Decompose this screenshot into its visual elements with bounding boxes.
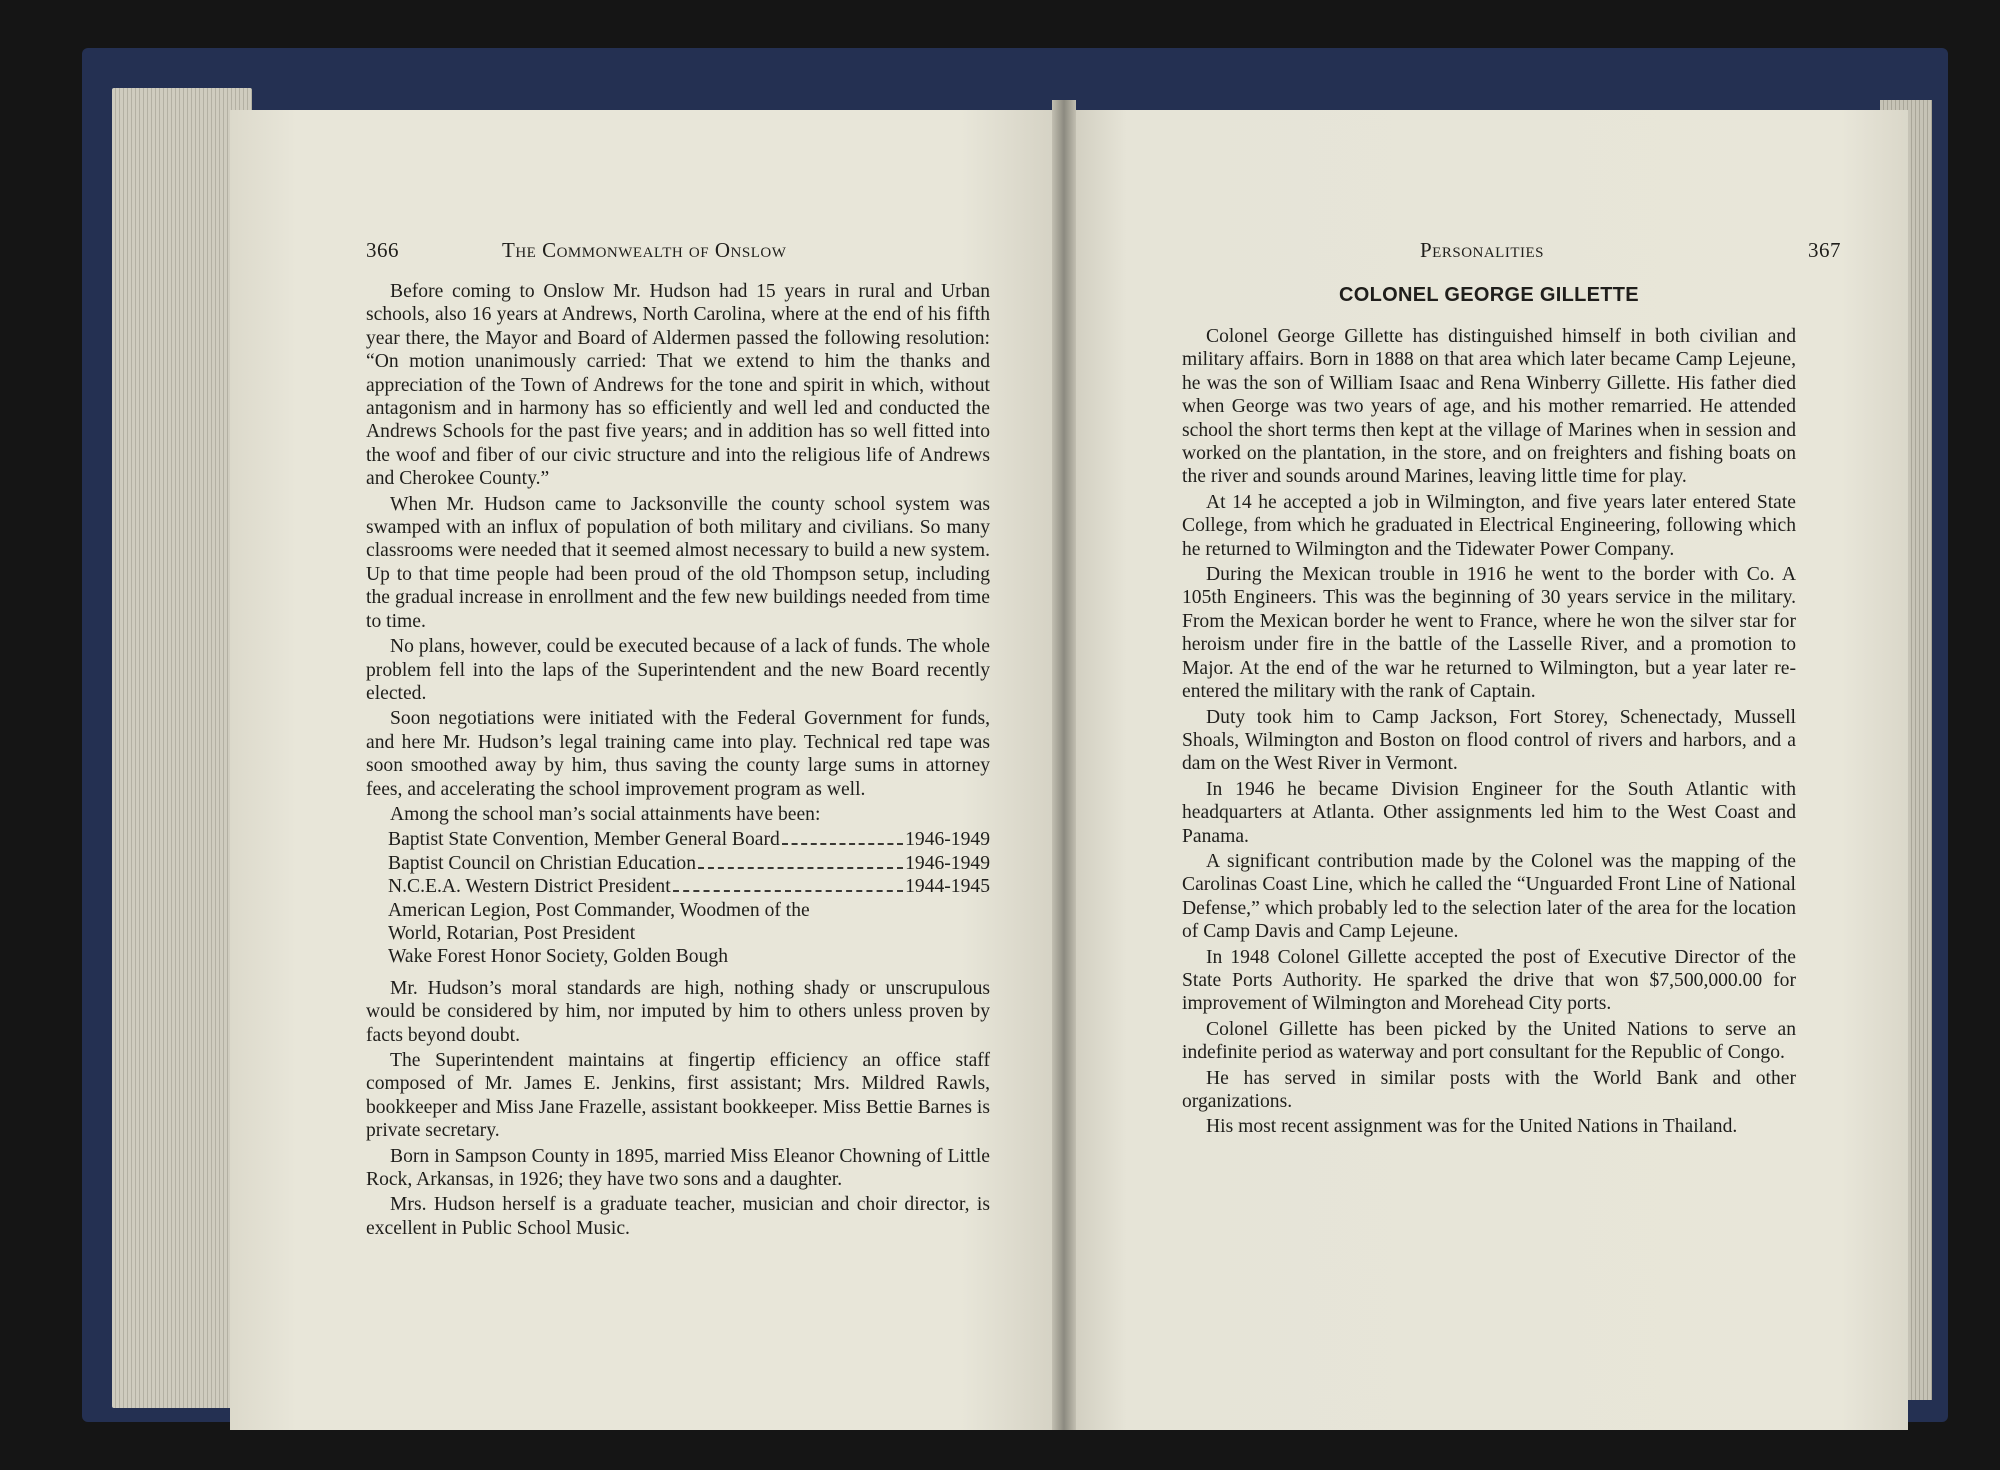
right-page-number: 367	[1808, 238, 1841, 262]
paragraph: No plans, however, could be executed because of a lack of funds. The whole problem fell into the laps of the Superintendent and the new Board recently elected.	[366, 636, 990, 704]
attainment-item	[388, 852, 990, 875]
left-running-head: The Commonwealth of Onslow	[502, 238, 787, 262]
paragraph: He has served in similar posts with the World Bank and other organizations.	[1182, 1067, 1796, 1112]
paragraph: In 1948 Colonel Gillette accepted the post of Executive Director of the State Ports Authority. He sparked the drive that won $7,500,000.00 for improvement of Wilmington and Morehead City ports.	[1182, 946, 1796, 1015]
attainment-name: Baptist State Convention, Member General Board	[388, 829, 780, 851]
attainment-item: American Legion, Post Commander, Woodmen of the	[388, 899, 810, 921]
paragraph: Before coming to Onslow Mr. Hudson had 15 years in rural and Urban schools, also 16 years at Andrews, North Carolina, where at the end of his fifth year there, the Mayor and Board of Aldermen passed the following resolution: “On motion unanimously carried: That we extend to him the thanks and appreciation of the Town of Andrews for the tone and spirit in which, without antagonism and in harmony has so efficiently and well led and conducted the Andrews Schools for the past five years; and in addition has so well fitted into the woof and fiber of our civic structure and into the religious life of Andrews and Cherokee County.”	[366, 281, 990, 490]
attainment-years: 1944-1945	[905, 876, 990, 898]
attainment-name: N.C.E.A. Western District President	[388, 876, 671, 898]
attainment-item	[388, 875, 990, 898]
dot-leader	[782, 843, 903, 845]
paragraph: Colonel Gillette has been picked by the United Nations to serve an indefinite period as waterway and port consultant for the Republic of Congo.	[1182, 1018, 1796, 1064]
paragraph: Mr. Hudson’s moral standards are high, nothing shady or unscrupulous would be considered by him, nor imputed by him to others unless proven by facts beyond doubt.	[366, 977, 990, 1046]
dot-leader	[673, 890, 903, 892]
paragraph: Born in Sampson County in 1895, married Miss Eleanor Chowning of Little Rock, Arkansas, in 1926; they have two sons and a daughter.	[366, 1145, 990, 1191]
attainment-item	[388, 828, 990, 851]
attainment-item: Wake Forest Honor Society, Golden Bough	[388, 946, 728, 968]
left-body-text	[366, 280, 990, 1242]
attainment-years: 1946-1949	[905, 852, 990, 874]
left-page	[230, 110, 1060, 1430]
attainments-list	[388, 828, 990, 968]
paragraph: Colonel George Gillette has distinguished himself in both civilian and military affairs. Born in 1888 on that area which later became Camp Lejeune, he was the son of William Isaac and Rena Winberry Gillette. His father died when George was two years of age, and his mother remarried. He attended school the short terms then kept at the village of Marines when in session and worked on the plantation, in the store, and on freighters and fishing boats on the river and sounds around Marines, leaving little time for play.	[1182, 326, 1796, 488]
right-running-head: Personalities	[1420, 238, 1545, 262]
article-title: COLONEL GEORGE GILLETTE	[1339, 284, 1639, 306]
right-page	[1068, 110, 1908, 1430]
paragraph: The Superintendent maintains at fingertip efficiency an office staff composed of Mr. James E. Jenkins, first assistant; Mrs. Mildred Rawls, bookkeeper and Miss Jane Frazelle, assistant bookkeeper. Miss Bettie Barnes is private secretary.	[366, 1050, 990, 1142]
paragraph: A significant contribution made by the Colonel was the mapping of the Carolinas Coast Line, which he called the “Unguarded Front Line of National Defense,” which probably led to the selection later of the area for the location of Camp Davis and Camp Lejeune.	[1182, 850, 1796, 943]
attainment-item-continued: World, Rotarian, Post President	[388, 922, 636, 944]
paragraph: When Mr. Hudson came to Jacksonville the county school system was swamped with an influx of population of both military and civilians. So many classrooms were needed that it seemed almost necessary to build a new system. Up to that time people had been proud of the old Thompson setup, including the gradual increase in enrollment and the few new buildings needed from time to time.	[366, 493, 990, 632]
paragraph: Soon negotiations were initiated with the Federal Government for funds, and here Mr. Hudson’s legal training came into play. Technical red tape was soon smoothed away by him, thus saving the county large sums in attorney fees, and accelerating the school improvement program as well.	[366, 708, 990, 800]
paragraph: Mrs. Hudson herself is a graduate teacher, musician and choir director, is excellent in Public School Music.	[366, 1194, 990, 1239]
paragraph: His most recent assignment was for the United Nations in Thailand.	[1206, 1116, 1738, 1138]
paragraph: During the Mexican trouble in 1916 he went to the border with Co. A 105th Engineers. This was the beginning of 30 years service in the military. From the Mexican border he went to France, where he won the silver star for heroism under fire in the battle of the Lasselle River, and a promotion to Major. At the end of the war he returned to Wilmington, but a year later re-entered the military with the rank of Captain.	[1182, 564, 1796, 703]
right-body-text	[1182, 325, 1796, 1141]
paragraph: Among the school man’s social attainments have been:	[390, 803, 821, 825]
paragraph: In 1946 he became Division Engineer for the South Atlantic with headquarters at Atlanta. Other assignments led him to the West Coast and Panama.	[1182, 778, 1796, 847]
left-page-number: 366	[366, 238, 399, 262]
paragraph: At 14 he accepted a job in Wilmington, and five years later entered State College, from which he graduated in Electrical Engineering, following which he returned to Wilmington and the Tidewater Power Company.	[1182, 491, 1796, 560]
book-gutter	[1052, 100, 1076, 1430]
dot-leader	[698, 867, 903, 869]
attainment-years: 1946-1949	[905, 829, 990, 851]
paragraph: Duty took him to Camp Jackson, Fort Storey, Schenectady, Mussell Shoals, Wilmington and Boston on flood control of rivers and harbors, and a dam on the West River in Vermont.	[1182, 706, 1796, 775]
attainment-name: Baptist Council on Christian Education	[388, 852, 697, 874]
